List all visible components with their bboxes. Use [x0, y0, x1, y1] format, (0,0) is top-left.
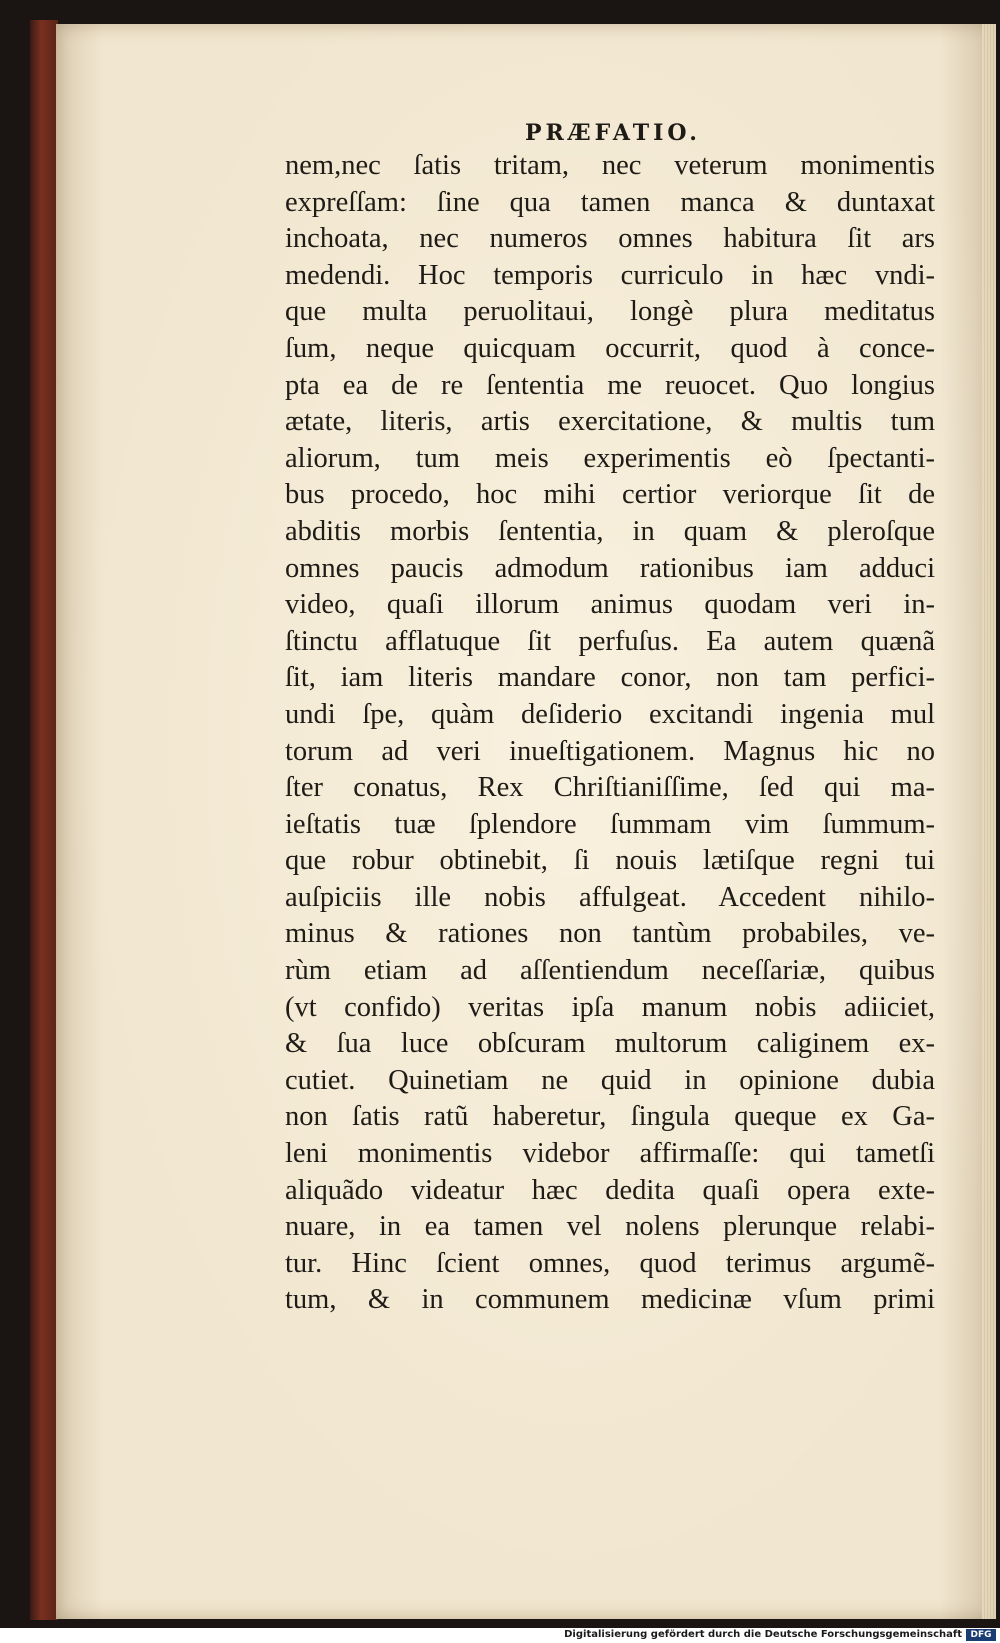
- funding-credit: Digitalisierung gefördert durch die Deutsche Forschungsgemeinschaft: [564, 1629, 962, 1640]
- text-line: auſpiciis ille nobis affulgeat. Accedent nihilo-: [285, 881, 935, 913]
- book-cover-edge: [30, 20, 58, 1620]
- text-line: rùm etiam ad aſſentiendum neceſſariæ, quibus: [285, 955, 935, 987]
- text-line: que robur obtinebit, ſi nouis lætiſque regni tui: [285, 845, 935, 877]
- text-line: ſter conatus, Rex Chriſtianiſſime, ſed qui ma-: [285, 772, 935, 804]
- dfg-logo: DFG: [966, 1629, 996, 1641]
- text-line: omnes paucis admodum rationibus iam adduci: [285, 552, 935, 584]
- text-line: expreſſam: ſine qua tamen manca & duntaxat: [285, 186, 935, 218]
- text-line: (vt confido) veritas ipſa manum nobis adiiciet,: [285, 991, 935, 1023]
- text-line: inchoata, nec numeros omnes habitura ſit ars: [285, 223, 935, 255]
- text-line: tur. Hinc ſcient omnes, quod terimus argumẽ-: [285, 1247, 935, 1279]
- text-line: minus & rationes non tantùm probabiles, ve-: [285, 918, 935, 950]
- text-line: pta ea de re ſententia me reuocet. Quo longius: [285, 369, 935, 401]
- text-line: ſtinctu afflatuque ſit perfuſus. Ea autem quænã: [285, 625, 935, 657]
- text-line: cutiet. Quinetiam ne quid in opinione dubia: [285, 1064, 935, 1096]
- text-line: aliquãdo videatur hæc dedita quaſi opera exte-: [285, 1174, 935, 1206]
- text-line: bus procedo, hoc mihi certior veriorque ſit de: [285, 479, 935, 511]
- text-line: nem,nec ſatis tritam, nec veterum monimentis: [285, 150, 935, 181]
- body-text: [285, 148, 965, 1319]
- text-line: non ſatis ratũ haberetur, ſingula queque ex Ga-: [285, 1101, 935, 1133]
- text-line: ſit, iam literis mandare conor, non tam perfici-: [285, 662, 935, 694]
- text-line: torum ad veri inueſtigationem. Magnus hic no: [285, 735, 935, 767]
- text-line: que multa peruolitaui, longè plura meditatus: [285, 296, 935, 328]
- running-head: PRÆFATIO.: [525, 120, 701, 146]
- text-line: nuare, in ea tamen vel nolens plerunque relabi-: [285, 1211, 935, 1243]
- text-line: tum, & in communem medicinæ vſum primi: [285, 1284, 935, 1316]
- text-line: ætate, literis, artis exercitatione, & multis tum: [285, 406, 935, 438]
- text-line: ieſtatis tuæ ſplendore ſummam vim ſummum-: [285, 808, 935, 840]
- text-line: aliorum, tum meis experimentis eò ſpectanti-: [285, 442, 935, 474]
- text-line: video, quaſi illorum animus quodam veri in-: [285, 589, 935, 621]
- page-edge: [982, 24, 996, 1619]
- text-line: & ſua luce obſcuram multorum caliginem ex-: [285, 1028, 935, 1060]
- text-line: medendi. Hoc temporis curriculo in hæc vndi-: [285, 259, 935, 291]
- text-line: undi ſpe, quàm deſiderio excitandi ingenia mul: [285, 698, 935, 730]
- text-line: leni monimentis videbor affirmaſſe: qui tametſi: [285, 1138, 935, 1170]
- text-line: abditis morbis ſententia, in quam & pleroſque: [285, 515, 935, 547]
- text-line: ſum, neque quicquam occurrit, quod à conce-: [285, 332, 935, 364]
